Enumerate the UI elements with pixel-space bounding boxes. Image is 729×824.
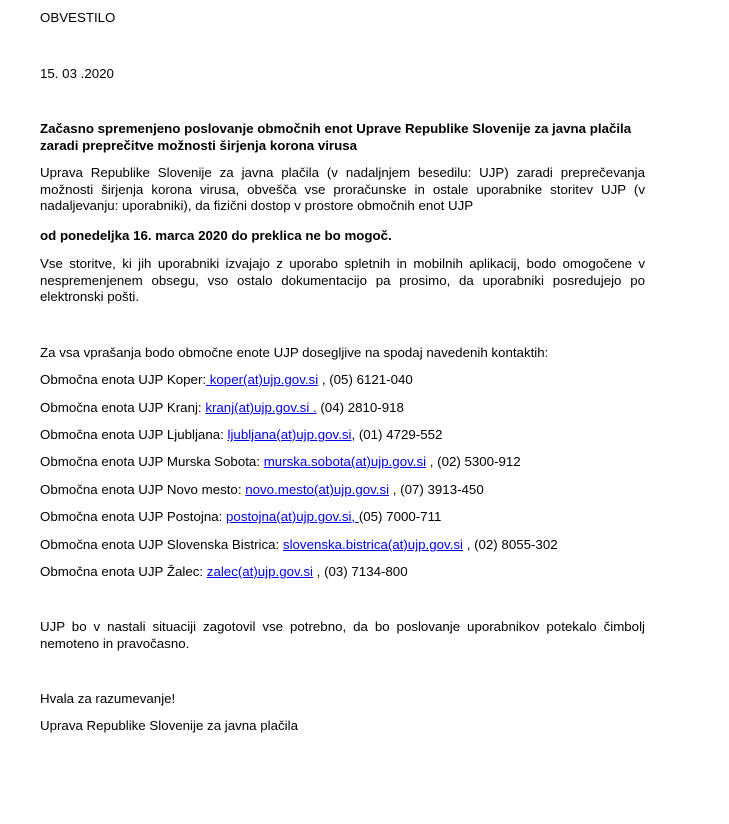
signature-line: Uprava Republike Slovenije za javna plačila bbox=[40, 718, 298, 733]
contact-email-link[interactable]: novo.mesto(at)ujp.gov.si bbox=[245, 482, 390, 497]
contact-phone: , (05) 6121-040 bbox=[318, 372, 413, 387]
contact-item-zalec bbox=[40, 564, 408, 580]
contact-phone: (04) 2810-918 bbox=[316, 400, 404, 415]
closing-paragraph: UJP bo v nastali situaciji zagotovil vse potrebno, da bo poslovanje uporabnikov potekalo čimbolj nemoteno in pravočasno. bbox=[40, 619, 645, 651]
notice-title-line-2: zaradi preprečitve možnosti širjenja korona virusa bbox=[40, 138, 358, 153]
contact-label: Območna enota UJP Slovenska Bistrica: bbox=[40, 537, 283, 552]
contact-item-slovenska-bistrica bbox=[40, 537, 558, 553]
contact-email-link[interactable]: slovenska.bistrica(at)ujp.gov.si bbox=[282, 537, 463, 552]
contact-email-link[interactable]: murska.sobota(at)ujp.gov.si bbox=[263, 454, 427, 469]
contact-item-ljubljana bbox=[40, 427, 442, 443]
contacts-intro: Za vsa vprašanja bodo območne enote UJP dosegljive na spodaj navedenih kontaktih: bbox=[40, 345, 549, 360]
contact-phone: , (03) 7134-800 bbox=[312, 564, 408, 579]
contact-label: Območna enota UJP Kranj: bbox=[40, 400, 206, 415]
contact-phone: , (02) 8055-302 bbox=[463, 537, 558, 552]
contact-item-postojna bbox=[40, 509, 441, 525]
contact-label: Območna enota UJP Žalec: bbox=[40, 564, 207, 579]
contact-label: Območna enota UJP Novo mesto: bbox=[40, 482, 246, 497]
contact-label: Območna enota UJP Murska Sobota: bbox=[40, 454, 264, 469]
notice-heading: OBVESTILO bbox=[40, 10, 116, 25]
bold-notice: od ponedeljka 16. marca 2020 do preklica ne bo mogoč. bbox=[40, 228, 392, 243]
contact-phone: , (02) 5300-912 bbox=[426, 454, 521, 469]
contact-label: Območna enota UJP Koper: bbox=[40, 372, 207, 387]
contact-item-koper bbox=[40, 372, 413, 388]
contact-label: Območna enota UJP Postojna: bbox=[40, 509, 227, 524]
contact-phone: , (07) 3913-450 bbox=[389, 482, 484, 497]
contact-email-link[interactable]: ljubljana(at)ujp.gov.si bbox=[227, 427, 352, 442]
contact-item-kranj bbox=[40, 400, 404, 416]
contact-label: Območna enota UJP Ljubljana: bbox=[40, 427, 228, 442]
contact-email-link[interactable]: kranj(at)ujp.gov.si . bbox=[205, 400, 317, 415]
intro-paragraph: Uprava Republike Slovenije za javna plačila (v nadaljnjem besedilu: UJP) zaradi preprečevanja možnosti širjenja korona virusa, obvešča vse proračunske in ostale uporabnike storitev UJP (v nadaljevanju: uporabniki), da fizični dostop v prostore območnih enot UJP bbox=[40, 165, 645, 213]
contact-phone: (05) 7000-711 bbox=[358, 509, 442, 524]
contact-email-link[interactable]: postojna(at)ujp.gov.si, bbox=[226, 509, 359, 524]
thanks-line: Hvala za razumevanje! bbox=[40, 691, 176, 706]
contact-email-link[interactable]: zalec(at)ujp.gov.si bbox=[206, 564, 313, 579]
contact-item-murska-sobota bbox=[40, 454, 521, 470]
services-paragraph: Vse storitve, ki jih uporabniki izvajajo z uporabo spletnih in mobilnih aplikacij, bodo omogočene v nespremenjenem obsegu, vso ostalo dokumentacijo pa prosimo, da uporabniki posredujejo po elektronski pošti. bbox=[40, 256, 645, 304]
notice-date: 15. 03 .2020 bbox=[40, 66, 114, 81]
contact-item-novo-mesto bbox=[40, 482, 484, 498]
contact-phone: , (01) 4729-552 bbox=[351, 427, 443, 442]
contact-email-link[interactable]: koper(at)ujp.gov.si bbox=[206, 372, 319, 387]
notice-title-line-1: Začasno spremenjeno poslovanje območnih enot Uprave Republike Slovenije za javna plačila bbox=[40, 121, 632, 136]
